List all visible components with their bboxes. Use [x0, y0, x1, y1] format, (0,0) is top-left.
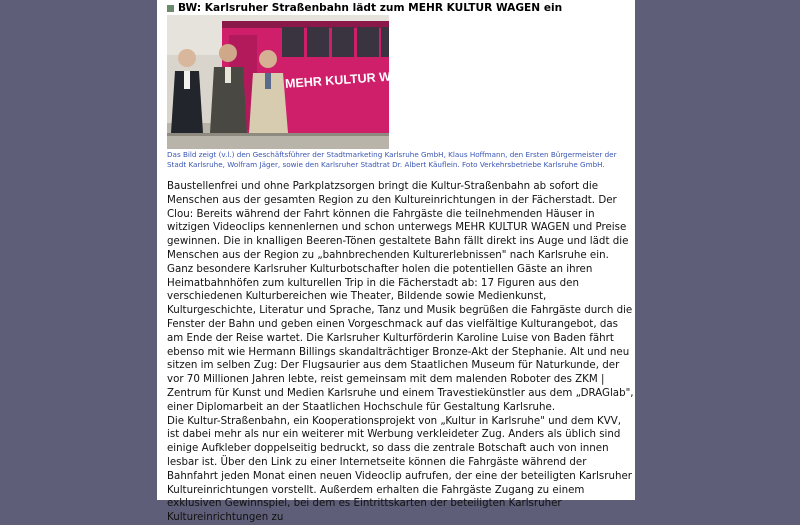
tram-photo-illustration — [167, 15, 427, 149]
article-paragraph: Baustellenfrei und ohne Parkplatzsorgen bringt die Kultur-Straßenbahn ab sofort die Menschen aus der gesamten Region zu den Kultureinrichtungen in der Fächerstadt. Der Clou: Bereits während der Fahrt können die Fahrgäste die teilnehmenden Häuser in witzigen Videoclips kennenlernen und schon unterwegs MEHR KULTUR WAGEN und Preise gewinnen. Die in knalligen Beeren-Tönen gestaltete Bahn fällt direkt ins Auge und lädt die Menschen aus der Region zu „bahnbrechenden Kulturerlebnissen" nach Karlsruhe ein. Ganz besondere Karlsruher Kulturbotschafter holen die potentiellen Gäste an ihren Heimatbahnhöfen zum kulturellen Trip in die Fächerstadt ab: 17 Figuren aus den verschiedenen Kulturbereichen wie Theater, Bildende sowie Medienkunst, Kulturgeschichte, Literatur und Sprache, Tanz und Musik begrüßen die Fahrgäste durch die Fenster der Bahn und geben einen Vorgeschmack auf das vielfältige Kulturangebot, das am Ende der Reise wartet. Die Karlsruher Kulturförderin Karoline Luise von Baden fährt ebenso mit wie Hermann Billings skandalträchtiger Bronze-Akt der Stephanie. Alt und neu sitzen im selben Zug: Der Flugsaurier aus dem Staatlichen Museum für Naturkunde, der vor 70 Millionen Jahren lebte, reist gemeinsam mit dem malenden Roboter des ZKM | Zentrum für Kunst und Medien Karlsruhe und einem Travestiekünstler aus dem „DRAGlab", einer Diplomarbeit an der Staatlichen Hochschule für Gestaltung Karlsruhe. — [167, 180, 634, 413]
article-headline — [167, 1, 633, 15]
headline-text: BW: Karlsruher Straßenbahn lädt zum MEHR KULTUR WAGEN ein — [178, 2, 563, 14]
article-body — [167, 180, 635, 525]
train-lettering: MEHR KULTUR WAGEN — [284, 67, 427, 91]
article-page — [157, 0, 635, 524]
headline-bullet-icon — [167, 5, 174, 12]
article-photo — [167, 15, 427, 149]
photo-caption: Das Bild zeigt (v.l.) den Geschäftsführer der Stadtmarketing Karlsruhe GmbH, Klaus Hoffmann, den Ersten Bürgermeister der Stadt Karlsruhe, Wolfram Jäger, sowie den Karlsruher Stadtrat Dr. Albert Käuflein. Foto Verkehrsbetriebe Karlsruhe GmbH. — [167, 150, 617, 169]
article-paragraph: Die Kultur-Straßenbahn, ein Kooperationsprojekt von „Kultur in Karlsruhe" und dem KVV, ist dabei mehr als nur ein weiterer mit Werbung verkleideter Zug. Anders als üblich sind einige Aufkleber doppelseitig bedruckt, so dass die zentrale Botschaft auch von innen lesbar ist. Über den Link zu einer Internetseite können die Fahrgäste während der Bahnfahrt jeden Monat einen neuen Videoclip aufrufen, der eine der beteiligten Karlsruher Kultureinrichtungen vorstellt. Außerdem erhalten die Fahrgäste Zugang zu einem exklusiven Gewinnspiel, bei dem es Eintrittskarten der beteiligten Karlsruher Kultureinrichtungen zu — [167, 414, 632, 524]
